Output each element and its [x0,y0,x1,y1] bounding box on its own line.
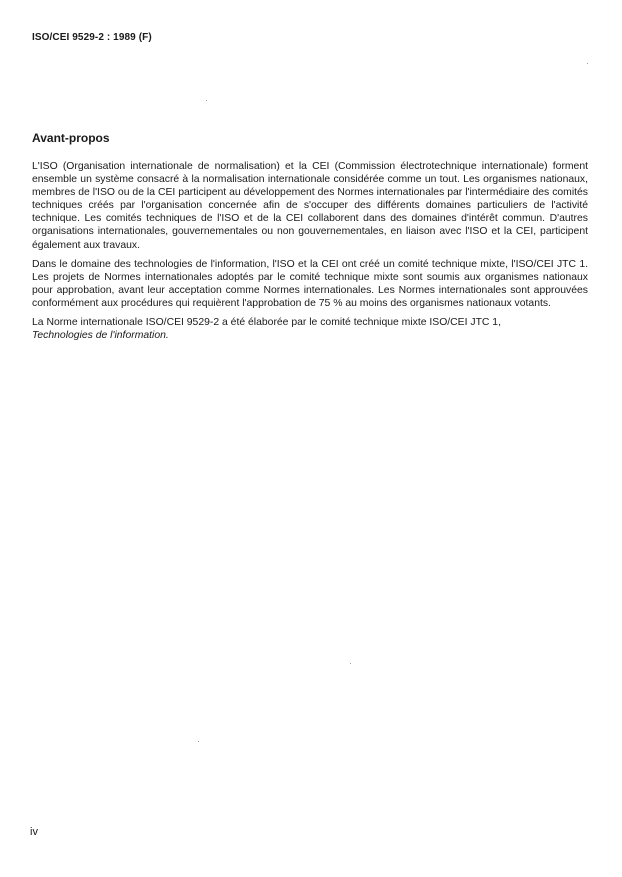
section-title: Avant-propos [32,131,110,145]
paragraph-2: Dans le domaine des technologies de l'information, l'ISO et la CEI ont créé un comité technique mixte, l'ISO/CEI JTC 1. Les projets de Normes internationales adoptés par le comité technique mixte sont soumis aux organismes nationaux pour approbation, avant leur acceptation comme Normes internationales. Les Normes internationales sont approuvées conformément aux procédures qui requièrent l'approbation de 75 % au moins des organismes nationaux votants. [32,258,588,309]
paragraph-3 [32,316,588,342]
paragraph-3-text: La Norme internationale ISO/CEI 9529-2 a été élaborée par le comité technique mixte ISO/CEI JTC 1, [32,317,501,329]
page-number: iv [30,826,38,838]
scan-speck [350,663,351,664]
document-reference: ISO/CEI 9529-2 : 1989 (F) [32,32,152,43]
scan-speck [587,63,588,64]
committee-title: Technologies de l'information. [32,330,169,342]
foreword-body [32,160,588,348]
scan-speck [206,100,207,101]
scan-speck [198,741,199,742]
paragraph-1: L'ISO (Organisation internationale de normalisation) et la CEI (Commission électrotechnique internationale) forment ensemble un système consacré à la normalisation internationale considérée comme un tout. Les organismes nationaux, membres de l'ISO ou de la CEI participent au développement des Normes internationales par l'intermédiaire des comités techniques créés par l'organisation concernée afin de s'occuper des différents domaines particuliers de l'activité technique. Les comités techniques de l'ISO et de la CEI collaborent dans des domaines d'intérêt commun. D'autres organisations internationales, gouvernementales ou non gouvernementales, en liaison avec l'ISO et la CEI, participent également aux travaux. [32,161,588,251]
